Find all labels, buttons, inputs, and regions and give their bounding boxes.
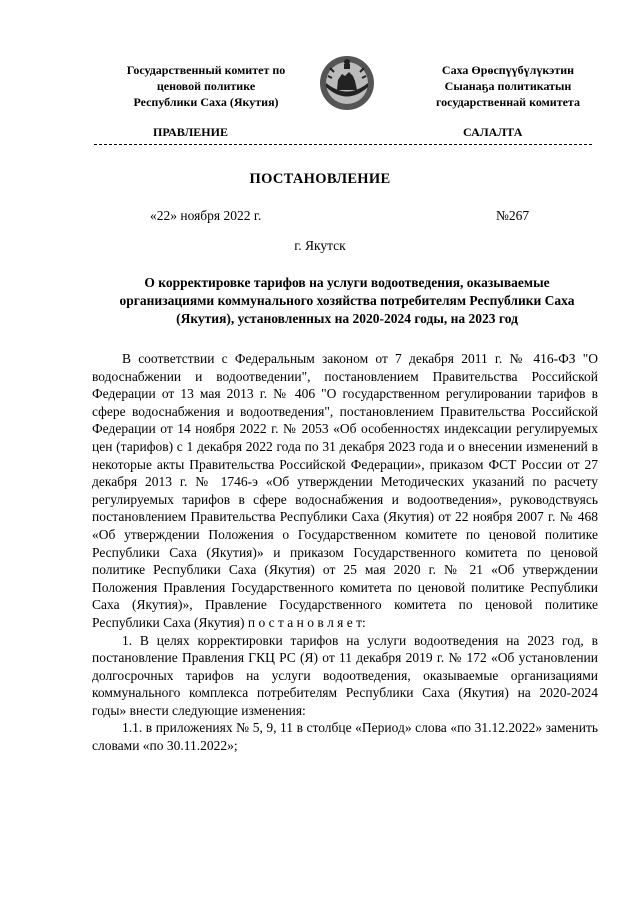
header-right-line: Саха Өрөспүүбүлүкэтин bbox=[441, 63, 575, 77]
body-paragraph: В соответствии с Федеральным законом от 7 декабря 2011 г. № 416-ФЗ "О водоснабжении и водоотведении", постановлением Правительства Российской Федерации от 13 мая 2013 г. № 406 "О государственном регулировании тарифов в сфере водоснабжения и водоотведения", постановлением Правительства Российской Федерации от 14 ноября 2022 г. № 2053 «Об особенностях индексации регулируемых цен (тарифов) с 1 декабря 2022 года по 31 декабря 2023 года и о внесении изменений в некоторые акты Правительства Российской Федерации», приказом ФСТ России от 27 декабря 2013 г. № 1746-э «Об утверждении Методических указаний по расчету регулируемых тарифов в сфере водоснабжения и водоотведения», руководствуясь постановлением Правительства Республики Саха (Якутия) от 22 ноября 2007 г. № 468 «Об утверждении Положения о Государственном комитете по ценовой политике Республики Саха (Якутия)» и приказом Государственного комитета по ценовой политике Республики Саха (Якутия) от 25 мая 2020 г. № 21 «Об утверждении Положения Правления Государственного комитета по ценовой политике Республики Саха (Якутия)», Правление Государственного комитета по ценовой политике Республики Саха (Якутия) п о с т а н о в л я е т: bbox=[92, 351, 598, 630]
document-title: ПОСТАНОВЛЕНИЕ bbox=[249, 171, 391, 187]
header-left-organization bbox=[96, 62, 316, 110]
document-date: «22» ноября 2022 г. bbox=[150, 208, 262, 223]
department-left: ПРАВЛЕНИЕ bbox=[153, 125, 228, 139]
header-right-line: государственнай комитета bbox=[436, 95, 580, 109]
header-divider bbox=[94, 144, 592, 145]
body-paragraph: 1.1. в приложениях № 5, 9, 11 в столбце «Период» слова «по 31.12.2022» заменить словами «по 30.11.2022»; bbox=[92, 720, 598, 754]
header-right-organization bbox=[398, 62, 618, 110]
document-body bbox=[92, 350, 598, 755]
yakutia-coat-of-arms-icon bbox=[318, 54, 376, 112]
department-right: САЛАЛТА bbox=[463, 125, 523, 139]
header-left-line: ценовой политике bbox=[156, 79, 256, 93]
body-paragraph: 1. В целях корректировки тарифов на услуги водоотведения на 2023 год, в постановление Правления ГКЦ РС (Я) от 11 декабря 2019 г. № 172 «Об установлении долгосрочных тарифов на услуги водоотведения, оказываемые организациями коммунального комплекса потребителям Республики Саха (Якутия) на 2020-2024 годы» внести следующие изменения: bbox=[92, 632, 598, 718]
document-number: №267 bbox=[496, 208, 530, 223]
header-left-line: Республики Саха (Якутия) bbox=[133, 95, 279, 109]
header-right-line: Сыанаҕа политикатын bbox=[444, 79, 572, 93]
document-city: г. Якутск bbox=[294, 238, 346, 253]
header-left-line: Государственный комитет по bbox=[126, 63, 286, 77]
document-subject: О корректировке тарифов на услуги водоотведения, оказываемые организациями коммунального хозяйства потребителям Республики Саха (Якутия), установленных на 2020-2024 годы, на 2023 год bbox=[119, 275, 575, 326]
